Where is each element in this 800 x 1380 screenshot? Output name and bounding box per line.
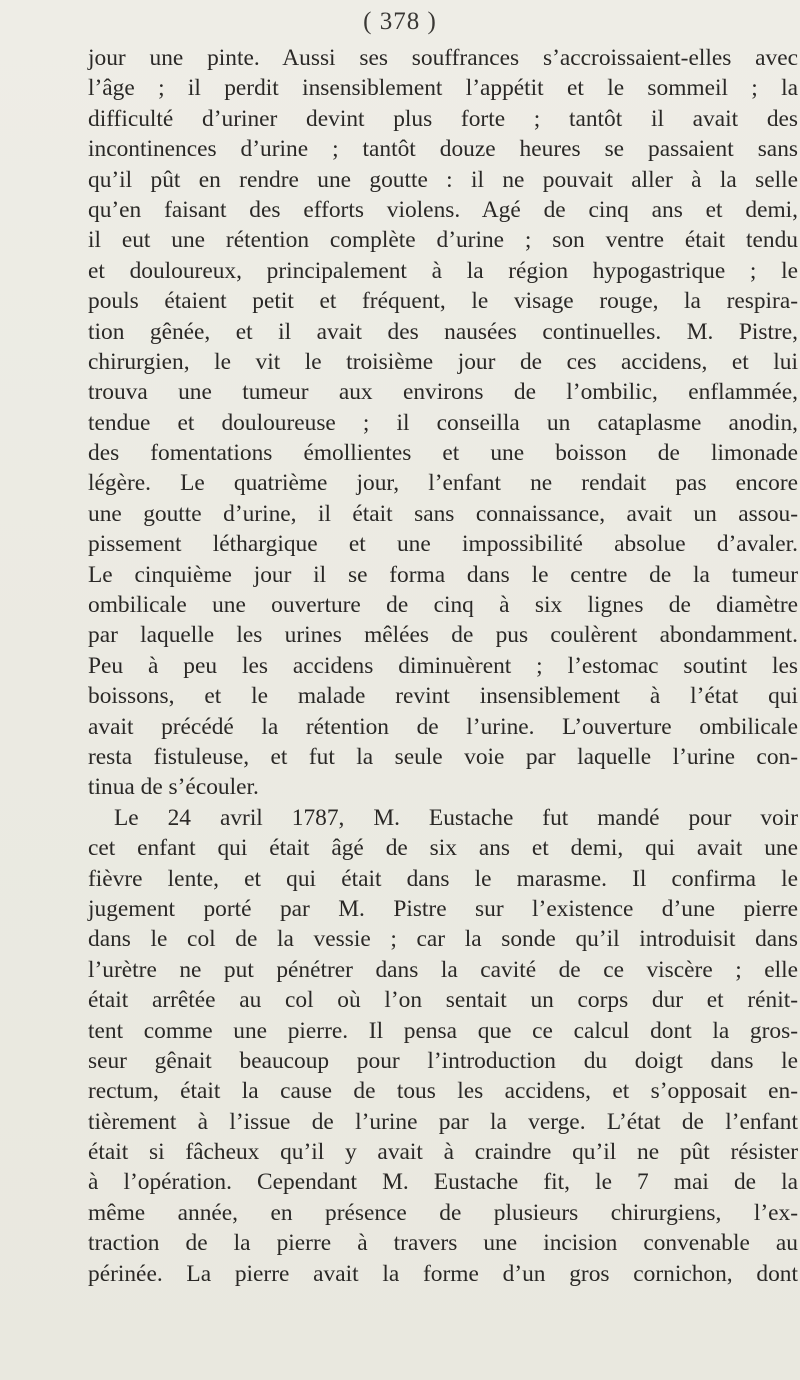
text-line: pouls étaient petit et fréquent, le visage rouge, la respira- bbox=[88, 288, 798, 315]
text-line: fièvre lente, et qui était dans le marasme. Il confirma le bbox=[88, 865, 798, 892]
text-line: boissons, et le malade revint insensiblement à l’état qui bbox=[88, 683, 798, 710]
text-line: jugement porté par M. Pistre sur l’existence d’une pierre bbox=[88, 895, 798, 922]
text-line: des fomentations émollientes et une boisson de limonade bbox=[88, 440, 798, 467]
text-line: Le cinquième jour il se forma dans le centre de la tumeur bbox=[88, 561, 798, 588]
text-line: Peu à peu les accidens diminuèrent ; l’estomac soutint les bbox=[88, 652, 798, 679]
page-number: ( 378 ) bbox=[363, 8, 437, 35]
text-line: et douloureux, principalement à la région hypogastrique ; le bbox=[88, 257, 798, 284]
text-line: l’urètre ne put pénétrer dans la cavité de ce viscère ; elle bbox=[88, 956, 798, 983]
text-line: Le 24 avril 1787, M. Eustache fut mandé pour voir bbox=[114, 804, 798, 831]
text-line: avait précédé la rétention de l’urine. L’ouverture ombilicale bbox=[88, 713, 798, 740]
text-line: légère. Le quatrième jour, l’enfant ne rendait pas encore bbox=[88, 470, 798, 497]
text-line: qu’il pût en rendre une goutte : il ne pouvait aller à la selle bbox=[88, 166, 798, 193]
text-line: même année, en présence de plusieurs chirurgiens, l’ex- bbox=[88, 1199, 798, 1226]
text-line: était si fâcheux qu’il y avait à craindre qu’il ne pût résister bbox=[88, 1139, 798, 1166]
text-line: jour une pinte. Aussi ses souffrances s’accroissaient-elles avec bbox=[88, 45, 798, 71]
text-line: tièrement à l’issue de l’urine par la verge. L’état de l’enfant bbox=[88, 1108, 798, 1135]
text-line: pissement léthargique et une impossibilité absolue d’avaler. bbox=[88, 531, 798, 558]
text-line: trouva une tumeur aux environs de l’ombilic, enflammée, bbox=[88, 379, 798, 406]
text-line: il eut une rétention complète d’urine ; son ventre était tendu bbox=[88, 227, 798, 254]
text-line: tendue et douloureuse ; il conseilla un cataplasme anodin, bbox=[88, 409, 798, 436]
text-line: tinua de s’écouler. bbox=[88, 774, 259, 801]
text-line: incontinences d’urine ; tantôt douze heures se passaient sans bbox=[88, 136, 798, 163]
text-line: cet enfant qui était âgé de six ans et demi, qui avait une bbox=[88, 835, 798, 862]
text-line: à l’opération. Cependant M. Eustache fit, le 7 mai de la bbox=[88, 1169, 798, 1196]
text-line: par laquelle les urines mêlées de pus coulèrent abondamment. bbox=[88, 622, 798, 649]
text-line: dans le col de la vessie ; car la sonde qu’il introduisit dans bbox=[88, 926, 798, 953]
body-text bbox=[88, 43, 798, 1289]
text-line: traction de la pierre à travers une incision convenable au bbox=[88, 1230, 798, 1257]
text-line: était arrêtée au col où l’on sentait un corps dur et rénit- bbox=[88, 987, 798, 1014]
text-line: rectum, était la cause de tous les accidens, et s’opposait en- bbox=[88, 1078, 798, 1105]
text-line: tent comme une pierre. Il pensa que ce calcul dont la gros- bbox=[88, 1017, 798, 1044]
text-line: une goutte d’urine, il était sans connaissance, avait un assou- bbox=[88, 500, 798, 527]
text-line: qu’en faisant des efforts violens. Agé de cinq ans et demi, bbox=[88, 196, 798, 223]
text-line: tion gênée, et il avait des nausées continuelles. M. Pistre, bbox=[88, 318, 798, 345]
text-line: l’âge ; il perdit insensiblement l’appétit et le sommeil ; la bbox=[88, 75, 798, 102]
text-line: seur gênait beaucoup pour l’introduction du doigt dans le bbox=[88, 1047, 798, 1074]
text-line: chirurgien, le vit le troisième jour de ces accidens, et lui bbox=[88, 348, 798, 375]
text-line: resta fistuleuse, et fut la seule voie par laquelle l’urine con- bbox=[88, 743, 798, 770]
text-line: périnée. La pierre avait la forme d’un gros cornichon, dont bbox=[88, 1260, 798, 1287]
text-line: difficulté d’uriner devint plus forte ; tantôt il avait des bbox=[88, 105, 798, 132]
text-line: ombilicale une ouverture de cinq à six lignes de diamètre bbox=[88, 592, 798, 619]
